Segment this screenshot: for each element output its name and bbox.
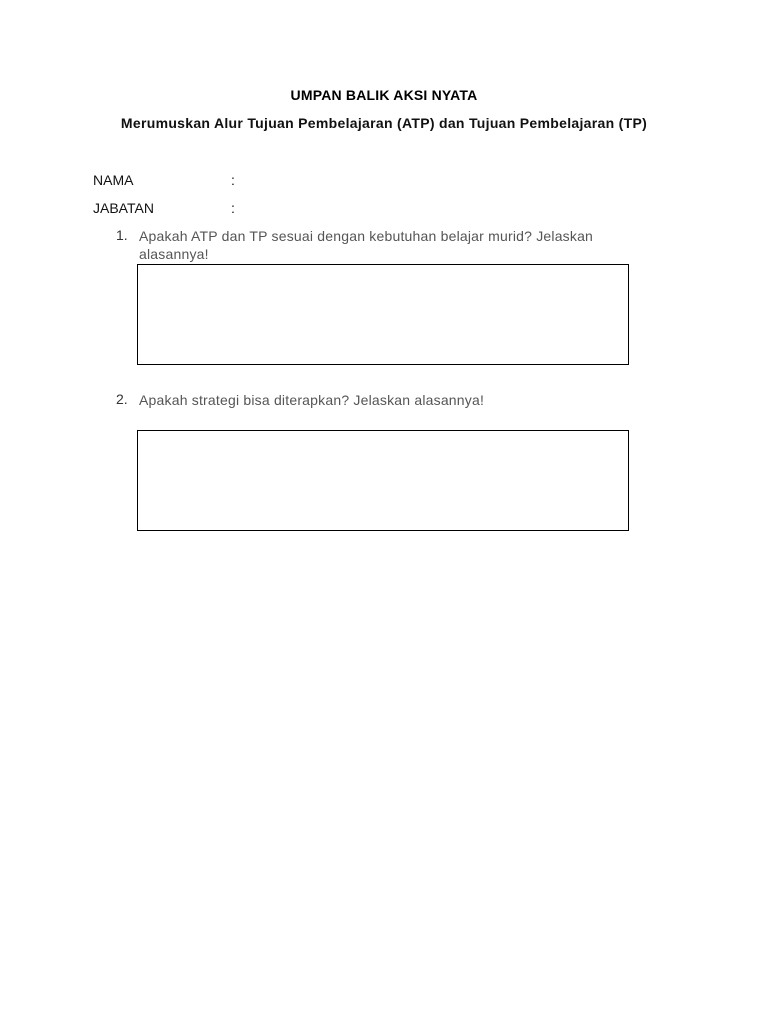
question-1-number: 1. [116,227,128,243]
document-title: UMPAN BALIK AKSI NYATA [290,87,478,103]
question-2-text: Apakah strategi bisa diterapkan? Jelaskan alasannya! [139,392,485,408]
answer-box-1[interactable] [137,264,629,365]
answer-box-2[interactable] [137,430,629,531]
document-subtitle: Merumuskan Alur Tujuan Pembelajaran (ATP) dan Tujuan Pembelajaran (TP) [120,115,648,131]
field-label-jabatan: JABATAN [93,200,154,216]
field-separator-nama: : [231,172,235,188]
question-2-number: 2. [116,391,128,407]
question-1-text: Apakah ATP dan TP sesuai dengan kebutuhan belajar murid? Jelaskan alasannya! [139,228,594,262]
field-label-nama: NAMA [93,172,134,188]
field-separator-jabatan: : [231,200,235,216]
